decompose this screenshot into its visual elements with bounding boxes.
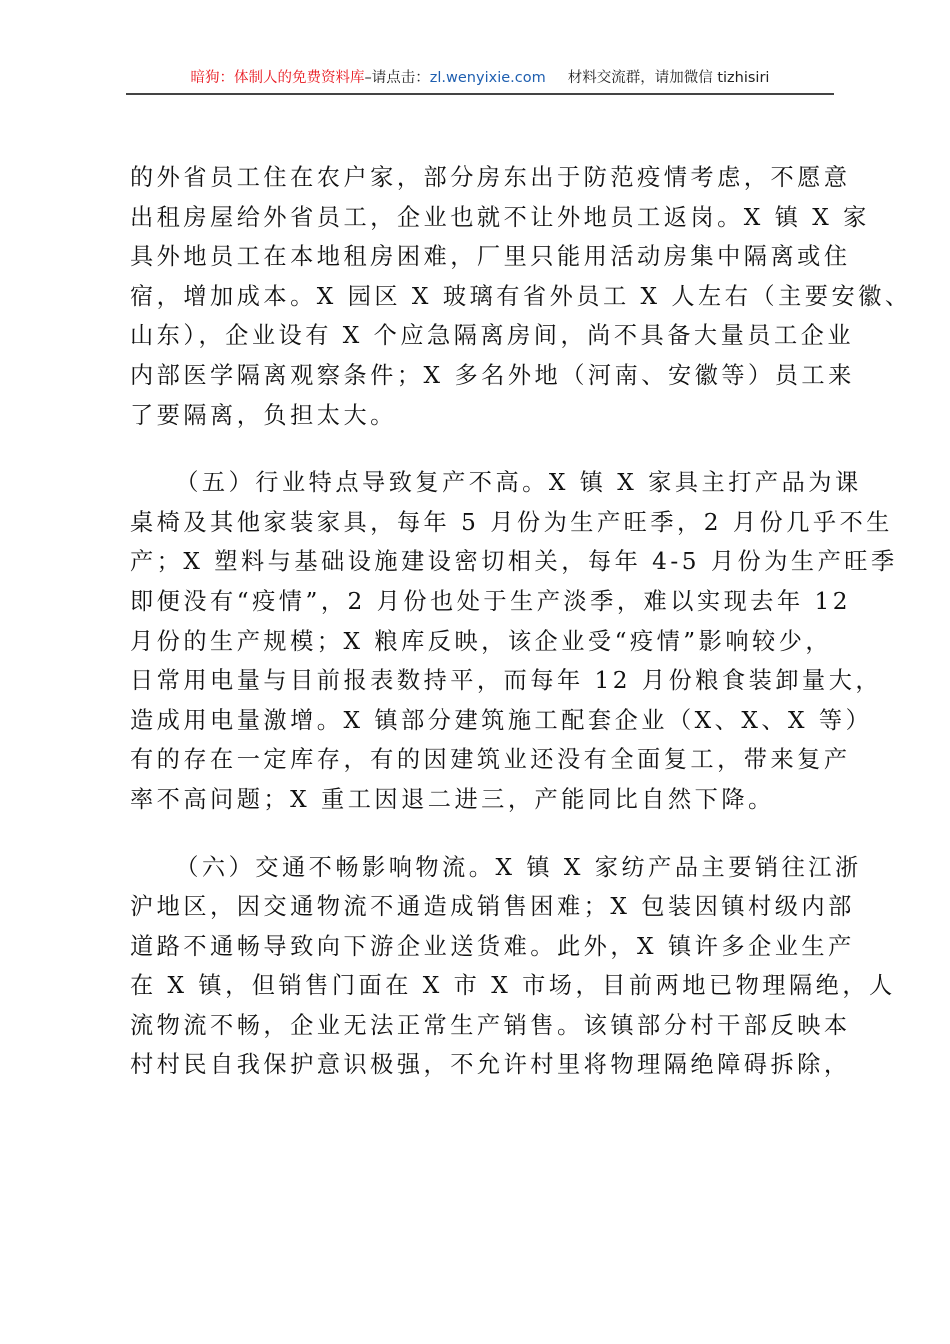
text-line: 桌椅及其他家装家具，每年 5 月份为生产旺季，2 月份几乎不生 (130, 508, 893, 536)
text-line: 具外地员工在本地租房困难，厂里只能用活动房集中隔离或住 (130, 243, 851, 271)
text-line: 流物流不畅，企业无法正常生产销售。该镇部分村干部反映本 (130, 1011, 851, 1039)
group-text: 材料交流群，请加微信 tizhisiri (567, 70, 770, 86)
text-line: 沪地区，因交通物流不通造成销售困难；X 包装因镇村级内部 (130, 893, 855, 921)
text-line: 产；X 塑料与基础设施建设密切相关，每年 4-5 月份为生产旺季 (130, 548, 898, 576)
text-line: 山东），企业设有 X 个应急隔离房间，尚不具备大量员工企业 (130, 322, 855, 350)
text-line: （六）交通不畅影响物流。X 镇 X 家纺产品主要销往江浙 (175, 853, 862, 881)
paragraph-section-6 (130, 848, 896, 1086)
text-line: （五）行业特点导致复产不高。X 镇 X 家具主打产品为课 (175, 469, 862, 497)
text-line: 即便没有“疫情”，2 月份也处于生产淡季，难以实现去年 12 (130, 587, 852, 615)
page-header (128, 66, 832, 92)
text-line: 日常用电量与目前报表数持平，而每年 12 月份粮食装卸量大， (130, 667, 883, 695)
text-line: 村村民自我保护意识极强，不允许村里将物理隔绝障碍拆除， (130, 1051, 851, 1079)
text-line: 道路不通畅导致向下游企业送货难。此外，X 镇许多企业生产 (130, 932, 855, 960)
text-line: 的外省员工住在农户家，部分房东出于防范疫情考虑，不愿意 (130, 164, 851, 191)
text-line: 在 X 镇，但销售门面在 X 市 X 市场，目前两地已物理隔绝，人 (130, 972, 896, 1000)
text-line: 宿，增加成本。X 园区 X 玻璃有省外员工 X 人左右（主要安徽、 (130, 282, 912, 310)
brand-text: 暗狗：体制人的免费资料库 (190, 70, 365, 86)
website-link[interactable]: zl.wenyixie.com (429, 70, 546, 86)
text-line: 有的存在一定库存，有的因建筑业还没有全面复工，带来复产 (130, 746, 851, 774)
text-line: 出租房屋给外省员工，企业也就不让外地员工返岗。X 镇 X 家 (130, 203, 870, 231)
header-divider (126, 93, 834, 95)
click-prompt: –请点击： (364, 70, 430, 86)
paragraph-continued (130, 158, 912, 435)
paragraph-section-5 (130, 463, 898, 819)
text-line: 造成用电量激增。X 镇部分建筑施工配套企业（X、X、X 等） (130, 706, 873, 734)
text-line: 内部医学隔离观察条件；X 多名外地（河南、安徽等）员工来 (130, 361, 855, 389)
text-line: 了要隔离，负担太大。 (130, 401, 397, 429)
document-body (130, 158, 912, 1085)
text-line: 月份的生产规模；X 粮库反映，该企业受“疫情”影响较少， (130, 627, 833, 655)
text-line: 率不高问题；X 重工因退二进三，产能同比自然下降。 (130, 785, 775, 813)
